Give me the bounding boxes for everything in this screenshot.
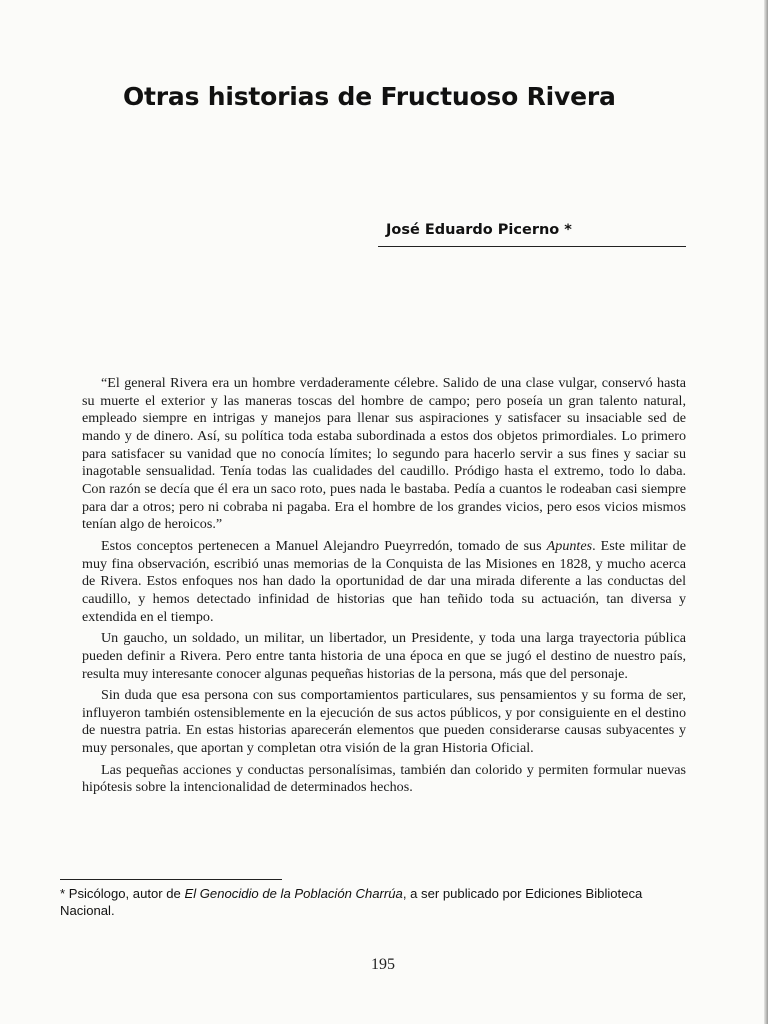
page-number: 195 [371, 956, 395, 973]
article-title: Otras historias de Fructuoso Rivera [123, 82, 616, 111]
footnote-book-title: El Genocidio de la Población Charrúa [184, 886, 403, 901]
paragraph-2-text-a: Estos conceptos pertenecen a Manuel Alejandro Pueyrredón, tomado de sus [101, 537, 547, 554]
paragraph-2-text-b: . Este militar de muy fina observación, escribió unas memorias de la Conquista de las Misiones en 1828, y mucho acerca de Rivera. Estos enfoques nos han dado la oportunidad de dar una mirada diferente a las conductas del caudillo, y hemos detectado infinidad de historias que han teñido toda su actuación, tan diversa y extendida en el tiempo. [82, 537, 686, 625]
author-byline: José Eduardo Picerno * [386, 222, 572, 238]
page-edge-shadow [764, 0, 768, 1024]
article-body [82, 375, 686, 801]
author-underline [378, 246, 686, 247]
paragraph-quote: “El general Rivera era un hombre verdaderamente célebre. Salido de una clase vulgar, conservó hasta su muerte el exterior y las maneras toscas del hombre de campo; pero poseía un gran talento natural, empleado siempre en intrigas y manejos para llenar sus aspiraciones y satisfacer su insaciable sed de mando y de dinero. Así, su política toda estaba subordinada a estos dos objetos primordiales. Lo primero para satisfacer su vanidad que no conocía límites; lo segundo para hacerlo servir a sus fines y saciar su inagotable sensualidad. Tenía todas las cualidades del caudillo. Pródigo hasta el extremo, todo lo daba. Con razón se decía que él era un saco roto, pues nada le bastaba. Pedía a cuantos le rodeaban casi siempre para dar a otros; pero ni cobraba ni pagaba. Era el hombre de los grandes vicios, pero esos vicios mismos tenían algo de heroicos.” [82, 375, 686, 533]
footnote-separator [60, 879, 282, 880]
footnote-text-a: * Psicólogo, autor de [60, 886, 185, 901]
paragraph-5: Las pequeñas acciones y conductas personalísimas, también dan colorido y permiten formular nuevas hipótesis sobre la intencionalidad de determinados hechos. [82, 761, 686, 796]
paragraph-4: Sin duda que esa persona con sus comportamientos particulares, sus pensamientos y su forma de ser, influyeron también ostensiblemente en la ejecución de sus actos públicos, y por consiguiente en el destino de nuestra patria. En estas historias aparecerán elementos que pueden considerarse causas subyacentes y muy personales, que aportan y completan otra visión de la gran Historia Oficial. [82, 687, 686, 757]
footnote [60, 885, 700, 919]
paragraph-2 [82, 538, 686, 626]
paragraph-3: Un gaucho, un soldado, un militar, un libertador, un Presidente, y toda una larga trayectoria pública pueden definir a Rivera. Pero entre tanta historia de una época en que se jugó el destino de nuestro país, resulta muy interesante conocer algunas pequeñas historias de la persona, más que del personaje. [82, 630, 686, 682]
footnote-text-b: , a ser publicado por Ediciones Biblioteca Nacional. [60, 886, 643, 918]
apuntes-title: Apuntes [546, 537, 593, 554]
